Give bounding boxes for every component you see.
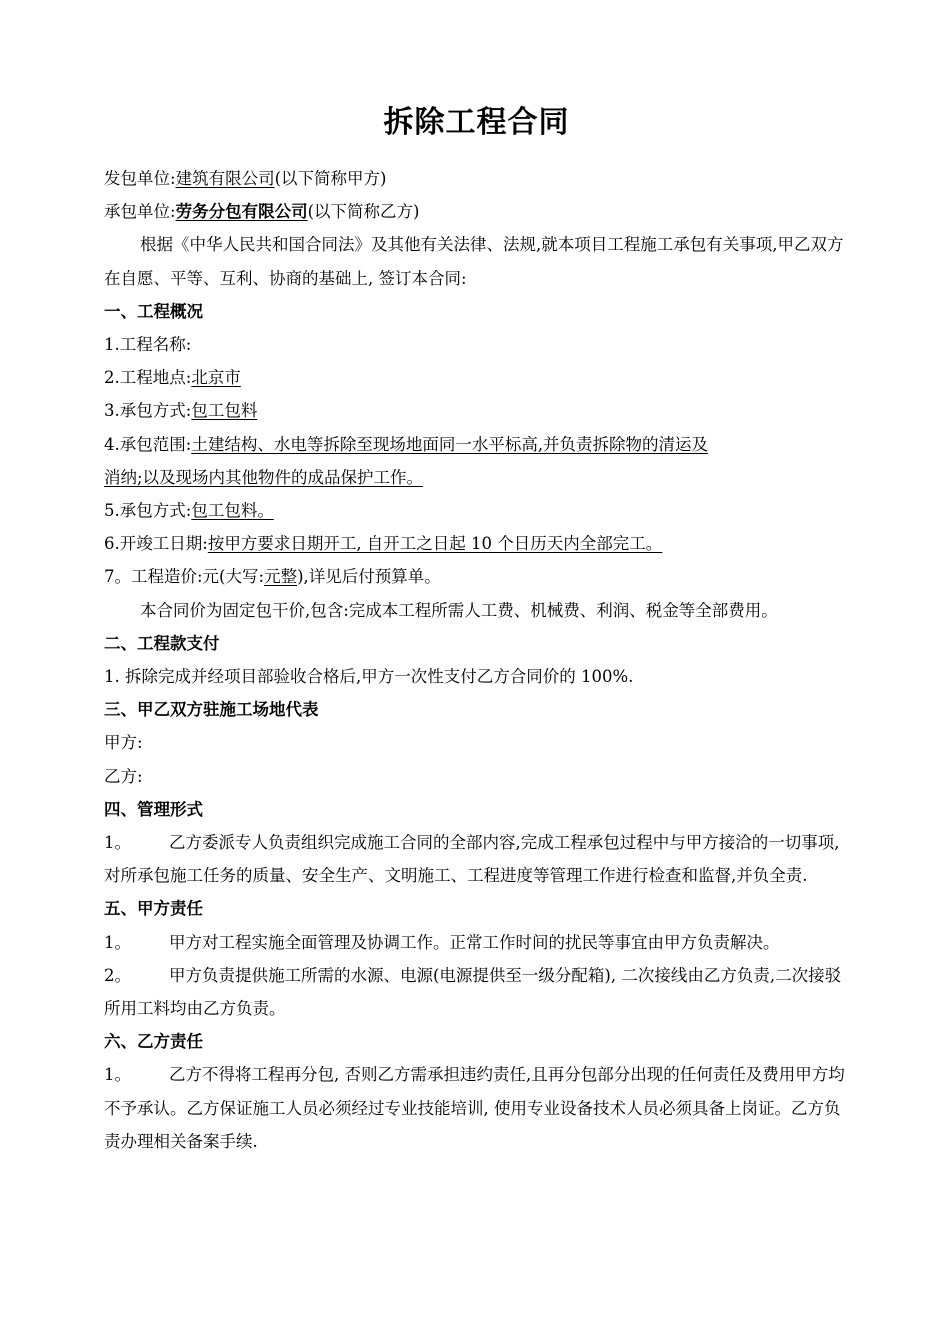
party-b-duty-1-num: 1。 [104, 1065, 131, 1085]
contractor-line [104, 195, 849, 228]
party-a-duty-2 [104, 959, 849, 1025]
party-b-representative: 乙方: [104, 766, 143, 786]
project-cost-amount: 元整 [264, 567, 298, 587]
contract-method-value: 包工包料 [191, 401, 258, 421]
project-cost-suffix: ),详见后付预算单。 [297, 567, 441, 587]
section6-heading: 六、乙方责任 [104, 1032, 203, 1052]
payment-item: 1. 拆除完成并经项目部验收合格后,甲方一次性支付乙方合同价的 100%. [104, 667, 634, 687]
party-b-duty-1-text: 乙方不得将工程再分包, 否则乙方需承担违约责任,且再分包部分出现的任何责任及费用甲方均不予承认。乙方保证施工人员必须经过专业技能培训, 使用专业设备技术人员必须具备上岗证。乙方负责办理相关备案手续. [104, 1065, 845, 1151]
contract-method-label-2: 5.承包方式: [104, 501, 192, 521]
party-a-duty-2-text: 甲方负责提供施工所需的水源、电源(电源提供至一级分配箱), 二次接线由乙方负责,二次接驳所用工料均由乙方负责。 [104, 965, 842, 1019]
contract-scope-label: 4.承包范围: [104, 434, 192, 454]
contract-scope-value-1: 土建结构、水电等拆除至现场地面同一水平标高,并负责拆除物的清运及 [191, 434, 709, 454]
party-a-duty-2-num: 2。 [104, 965, 131, 985]
project-cost-line [104, 560, 849, 593]
project-name-line [104, 328, 849, 361]
party-a-duty-1-num: 1。 [104, 932, 131, 952]
contract-method-line-2 [104, 494, 849, 527]
section5-heading: 五、甲方责任 [104, 899, 203, 919]
management-item-1-text: 乙方委派专人负责组织完成施工合同的全部内容,完成工程承包过程中与甲方接洽的一切事项, 对所承包施工任务的质量、安全生产、文明施工、工程进度等管理工作进行检查和监督,并负全责. [104, 833, 840, 886]
contract-scope-line [104, 428, 849, 461]
management-item-1 [104, 826, 849, 892]
party-b-duty-1 [104, 1058, 849, 1158]
employer-label: 发包单位: [104, 169, 176, 188]
preamble: 根据《中华人民共和国合同法》及其他有关法律、法规,就本项目工程施工承包有关事项,甲乙双方在自愿、平等、互利、协商的基础上, 签订本合同: [104, 235, 844, 288]
section2-heading: 二、工程款支付 [104, 633, 220, 653]
section3-heading: 三、甲乙双方驻施工场地代表 [104, 700, 319, 720]
document-title: 拆除工程合同 [383, 105, 570, 140]
section4-heading: 四、管理形式 [104, 799, 203, 819]
party-a-duty-1-text: 甲方对工程实施全面管理及协调工作。正常工作时间的扰民等事宜由甲方负责解决。 [169, 932, 780, 952]
contractor-note: (以下简称乙方) [307, 202, 420, 222]
employer-note: (以下简称甲方) [274, 169, 387, 188]
schedule-line [104, 527, 849, 560]
contract-document [104, 98, 849, 1158]
employer-name: 建筑有限公司 [175, 169, 275, 188]
contract-scope-value-2: 消纳;以及现场内其他物件的成品保护工作。 [104, 467, 424, 487]
management-item-1-num: 1。 [104, 833, 131, 853]
contract-scope-line-2 [104, 461, 849, 494]
project-name-label: 1.工程名称: [104, 335, 192, 355]
contract-method-value-2: 包工包料。 [191, 501, 274, 521]
project-location-label: 2.工程地点: [104, 368, 192, 388]
contractor-name: 劳务分包有限公司 [175, 202, 308, 222]
section1-heading: 一、工程概况 [104, 301, 203, 321]
contract-method-label: 3.承包方式: [104, 401, 192, 421]
contract-method-line [104, 394, 849, 427]
party-a-duty-1 [104, 926, 849, 959]
party-a-representative: 甲方: [104, 733, 143, 753]
schedule-label: 6.开竣工日期: [104, 534, 208, 554]
project-location-value: 北京市 [191, 368, 241, 388]
project-location-line [104, 361, 849, 394]
contractor-label: 承包单位: [104, 202, 176, 222]
project-cost-prefix: 7。工程造价:元(大写: [104, 567, 265, 587]
price-note: 本合同价为固定包干价,包含:完成本工程所需人工费、机械费、利润、税金等全部费用。 [140, 600, 778, 620]
schedule-value: 按甲方要求日期开工, 自开工之日起 10 个日历天内全部完工。 [207, 534, 663, 554]
employer-line [104, 162, 849, 195]
